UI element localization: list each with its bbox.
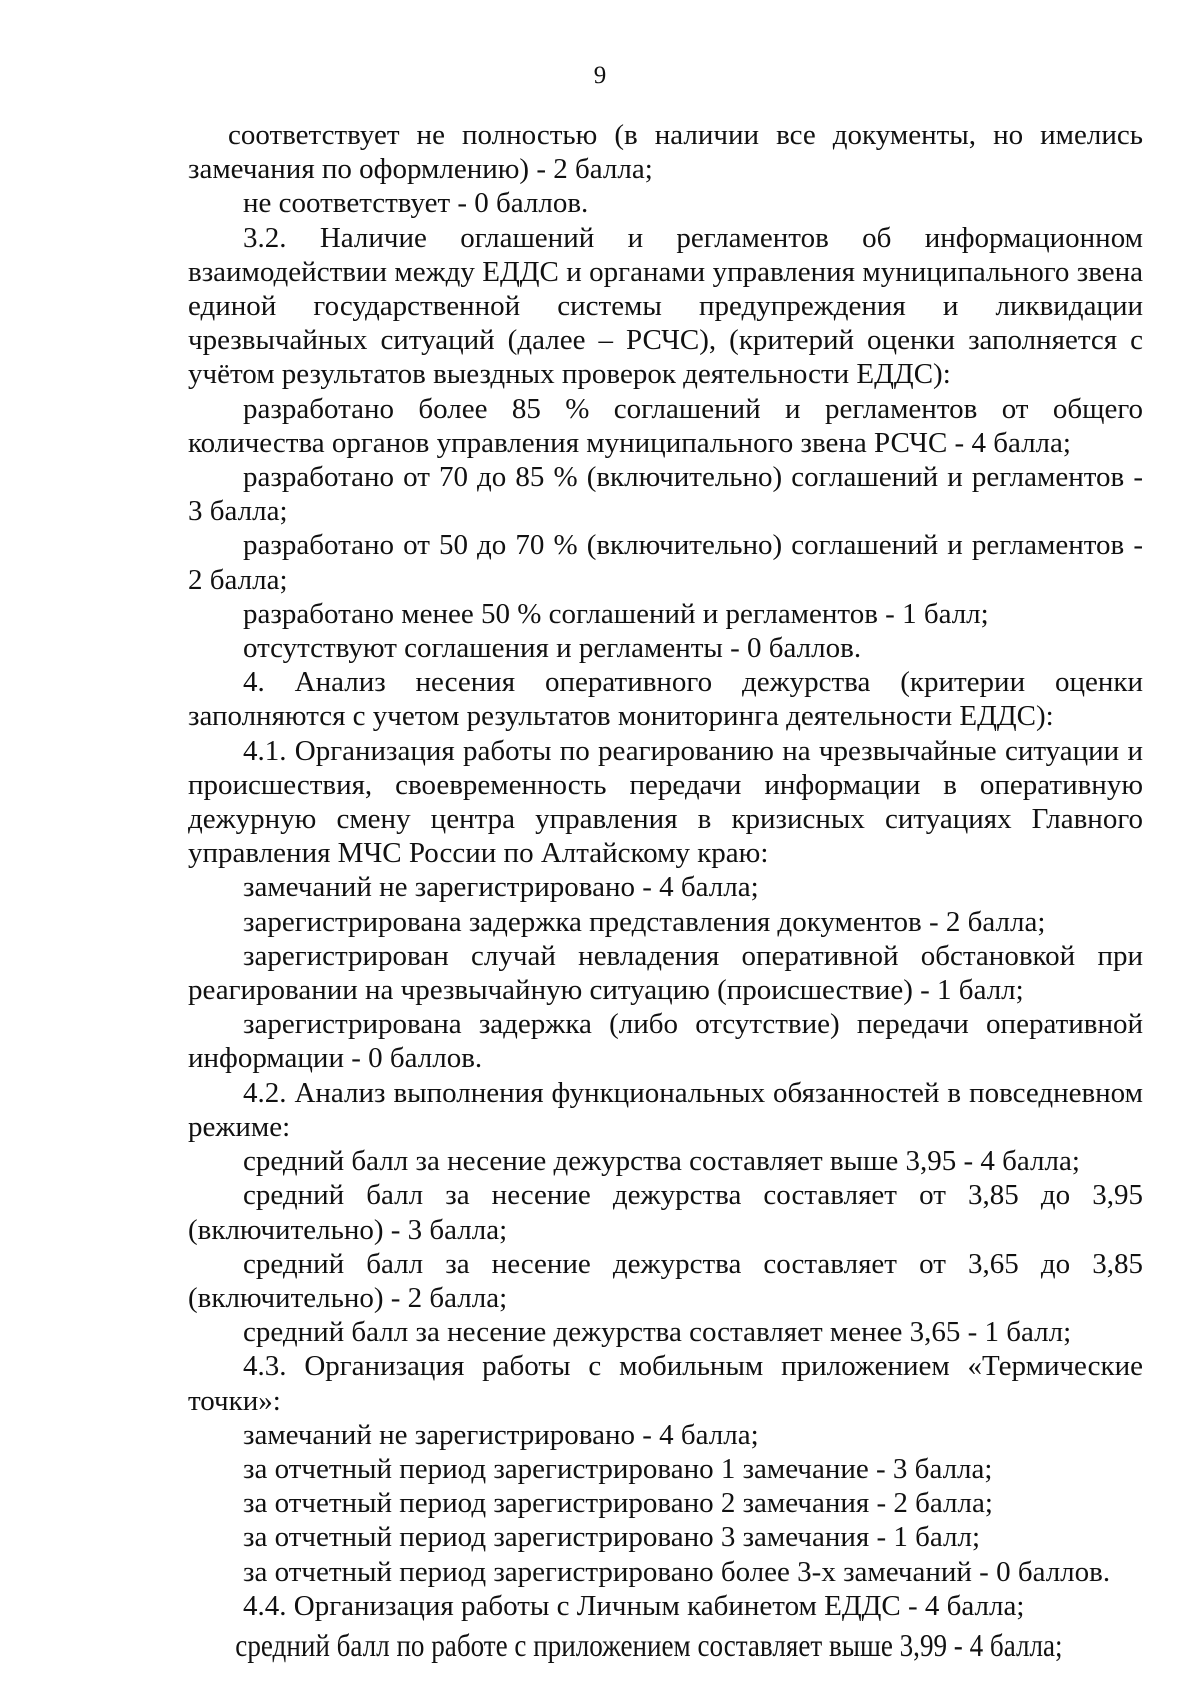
paragraph: замечаний не зарегистрировано - 4 балла;	[243, 1418, 759, 1451]
section-4-1-heading: 4.1. Организация работы по реагированию на чрезвычайные ситуации и происшествия, своевременность передачи информации в оперативную дежурную смену центра управления в кризисных ситуациях Главного управления МЧС России по Алтайскому краю:	[188, 734, 1143, 870]
section-4-heading: 4. Анализ несения оперативного дежурства (критерии оценки заполняются с учетом результатов мониторинга деятельности ЕДДС):	[188, 666, 1143, 733]
paragraph: разработано более 85 % соглашений и регламентов от общего количества органов управления муниципального звена РСЧС - 4 балла;	[188, 392, 1143, 459]
paragraph: зарегистрирована задержка (либо отсутствие) передачи оперативной информации - 0 баллов.	[188, 1008, 1143, 1075]
section-4-3-heading: 4.3. Организация работы с мобильным приложением «Термические точки»:	[188, 1350, 1143, 1417]
paragraph: разработано от 70 до 85 % (включительно) соглашений и регламентов - 3 балла;	[188, 461, 1143, 528]
section-4-2-heading: 4.2. Анализ выполнения функциональных обязанностей в повседневном режиме:	[188, 1076, 1143, 1143]
paragraph: не соответствует - 0 баллов.	[243, 187, 589, 220]
paragraph: соответствует не полностью (в наличии все документы, но имелись замечания по оформлению) - 2 балла;	[188, 119, 1143, 186]
page-number: 9	[593, 62, 607, 89]
paragraph: средний балл за несение дежурства составляет менее 3,65 - 1 балл;	[243, 1316, 1072, 1349]
paragraph: замечаний не зарегистрировано - 4 балла;	[243, 871, 759, 904]
paragraph: отсутствуют соглашения и регламенты - 0 баллов.	[243, 632, 862, 665]
paragraph: средний балл за несение дежурства составляет выше 3,95 - 4 балла;	[243, 1145, 1080, 1178]
paragraph: средний балл за несение дежурства составляет от 3,65 до 3,85 (включительно) - 2 балла;	[188, 1247, 1143, 1314]
section-4-4-heading: 4.4. Организация работы с Личным кабинетом ЕДДС - 4 балла;	[243, 1589, 1025, 1622]
section-3-2-heading: 3.2. Наличие оглашений и регламентов об информационном взаимодействии между ЕДДС и органами управления муниципального звена единой государственной системы предупреждения и ликвидации чрезвычайных ситуаций (далее – РСЧС), (критерий оценки заполняется с учётом результатов выездных проверок деятельности ЕДДС):	[188, 221, 1143, 391]
paragraph: за отчетный период зарегистрировано более 3-х замечаний - 0 баллов.	[243, 1555, 1111, 1588]
paragraph: за отчетный период зарегистрировано 1 замечание - 3 балла;	[243, 1452, 993, 1485]
paragraph-condensed: средний балл по работе с приложением составляет выше 3,99 - 4 балла;	[235, 1627, 1063, 1663]
paragraph: разработано от 50 до 70 % (включительно) соглашений и регламентов - 2 балла;	[188, 529, 1143, 596]
paragraph: за отчетный период зарегистрировано 3 замечания - 1 балл;	[243, 1521, 981, 1554]
paragraph: зарегистрирован случай невладения оперативной обстановкой при реагировании на чрезвычайную ситуацию (происшествие) - 1 балл;	[188, 939, 1143, 1007]
paragraph: зарегистрирована задержка представления документов - 2 балла;	[243, 905, 1046, 938]
paragraph: разработано менее 50 % соглашений и регламентов - 1 балл;	[243, 597, 989, 630]
document-body	[188, 118, 1143, 1663]
paragraph: средний балл за несение дежурства составляет от 3,85 до 3,95 (включительно) - 3 балла;	[188, 1179, 1143, 1246]
paragraph: за отчетный период зарегистрировано 2 замечания - 2 балла;	[243, 1487, 993, 1520]
